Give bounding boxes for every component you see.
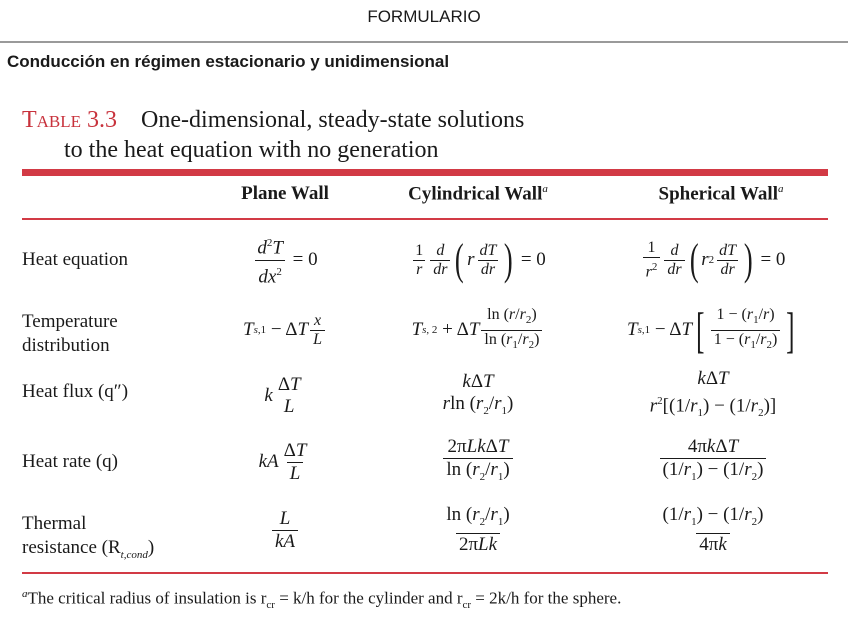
row-label-resistance-text: resistance (R (22, 537, 121, 558)
row-label-heat-rate: Heat rate (q) (22, 451, 118, 472)
footnote-text-3: = 2k/h for the sphere. (471, 588, 622, 608)
column-header-plane-wall (222, 183, 348, 205)
column-note-marker: a (542, 183, 548, 195)
table-label-word: Table (22, 107, 82, 133)
document-title: FORMULARIO (367, 7, 481, 26)
formula-cylindrical-temperature: T s, 2 + Δ T $\frac{\ln (r/r_2)}{\ln (r_1/r_2)}$ (380, 300, 576, 360)
formula-cylindrical-heat-rate: $\frac{\text{2πLkΔT}}{\ln (r_2/r_1)}$ (380, 434, 576, 490)
row-label-resistance-close: ) (147, 537, 155, 558)
table-footnote (22, 588, 621, 611)
formula-spherical-heat-rate: $\frac{\text{4πkΔT}}{(1/r_1) - (1/r_2)}$ (610, 434, 816, 490)
row-label-heat-equation: Heat equation (22, 249, 129, 270)
section-heading: Conducción en régimen estacionario y unidimensional (7, 52, 450, 71)
table-header-rule (22, 218, 828, 220)
formula-plane-heat-rate: kA $\frac{\Delta T}{L}$ (258, 439, 307, 484)
footnote-text-2: = k/h for the cylinder and r (274, 588, 463, 608)
table-bottom-rule (22, 572, 828, 574)
column-note-marker: a (777, 183, 784, 195)
formula-plane-heat-equation: $\frac{d^2T}{dx^2}$ = 0 (257, 237, 318, 287)
table-top-rule (22, 169, 828, 176)
footnote-sub-2: cr (462, 599, 472, 612)
footnote-sub-1: cr (266, 599, 275, 612)
header-divider (0, 41, 848, 43)
row-label-temperature-distribution (22, 310, 118, 358)
formula-cylindrical-heat-flux: kΔT rln $(r_2/r_1)$ (442, 370, 514, 417)
formula-spherical-temperature: T s,1 − Δ T [ $\frac{1 - (r_1/r)}{1 - (r_1/r_2)}$ ] (627, 302, 795, 358)
row-label-resistance-line2 (22, 536, 154, 567)
table-caption (22, 105, 524, 165)
document-header (0, 0, 848, 40)
column-header-cylindrical-wall (380, 183, 576, 205)
formula-spherical-heat-equation: $\frac{1}{r^2}$ $\frac{d}{dr}$ ( r 2 $\frac{dT}{dr}$ ) = 0 (610, 232, 816, 288)
caption-line-2: to the heat equation with no generation (64, 137, 439, 163)
formula-cylindrical-heat-equation: $\frac{1}{r}$ $\frac{d}{dr}$ ( r $\frac{dT}{dr}$ ) = 0 (380, 232, 576, 288)
formula-plane-temperature: T s,1 − Δ T $\frac{x}{L}$ (222, 300, 348, 360)
row-label-resistance-subscript: t,cond (120, 548, 148, 561)
row-label-temperature-line2: distribution (22, 335, 110, 356)
column-header-spherical-wall (626, 183, 816, 205)
column-header-plane-wall-label: Plane Wall (241, 183, 329, 204)
formula-cylindrical-resistance: $\frac{\ln (r_2/r_1)}{\text{2πLk}}$ (446, 504, 510, 555)
formula-plane-heat-flux: k ΔT L (264, 374, 301, 417)
caption-line-1: One-dimensional, steady-state solutions (141, 107, 525, 133)
row-label-temperature-line1: Temperature (22, 311, 118, 332)
formula-spherical-resistance: $\frac{(1/r_1) - (1/r_2)}{4\pi k}$ (662, 504, 764, 555)
row-label-resistance-line1: Thermal (22, 513, 87, 534)
row-label-thermal-resistance (22, 512, 154, 567)
formula-plane-resistance: $\frac{L}{kA}$ (222, 500, 348, 560)
formula-spherical-heat-flux: kΔT $r^2[(1/r_1) - (1/r_2)]$ (649, 367, 777, 420)
footnote-text-1: The critical radius of insulation is r (27, 588, 267, 608)
table-label-number: 3.3 (87, 107, 118, 133)
column-header-spherical-wall-label: Spherical Wall (658, 183, 778, 205)
row-label-heat-flux: Heat flux (q″) (22, 381, 129, 402)
footnote-marker: a (22, 588, 28, 600)
column-header-cylindrical-wall-label: Cylindrical Wall (408, 183, 543, 205)
